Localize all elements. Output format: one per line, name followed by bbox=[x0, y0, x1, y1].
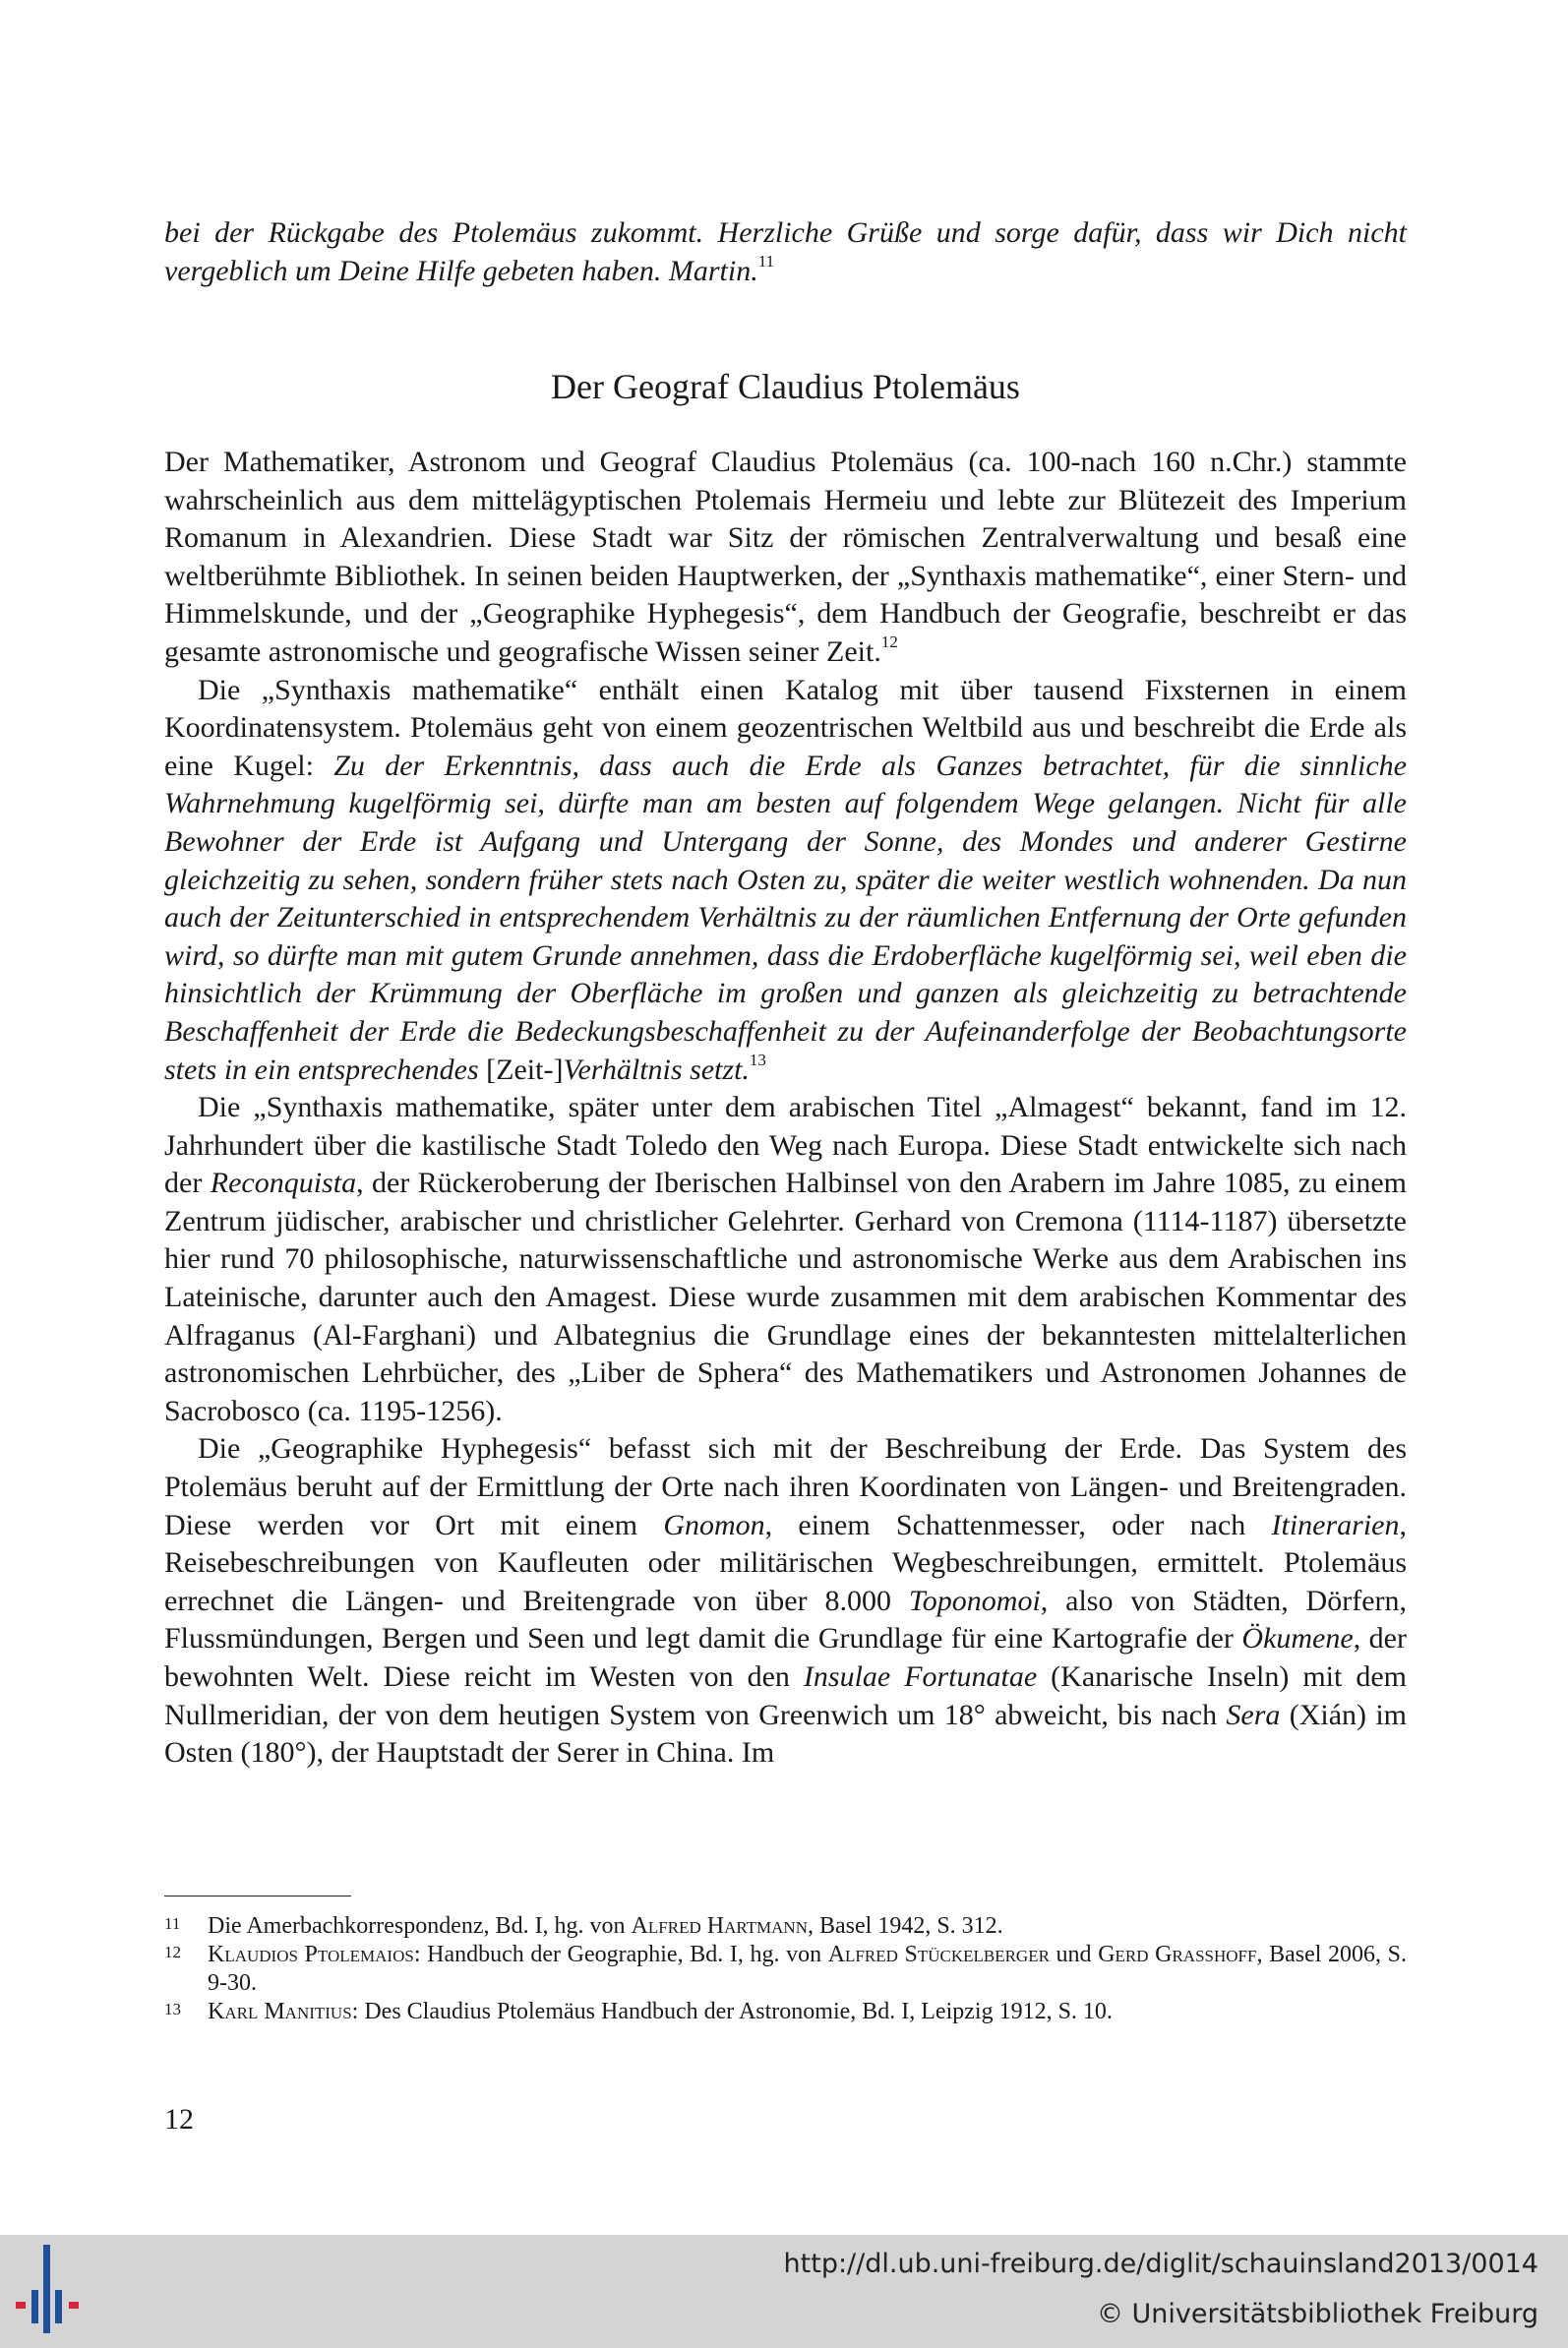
paragraph-4-text-d: , also von Städten, Dörfern, Flussmündungen, Bergen und Seen und legt damit die Grundlage für eine Kartografie der bbox=[164, 1584, 1408, 1656]
footnote-editor: Alfred Stückelberger bbox=[827, 1942, 1050, 1967]
term-itinerarien: Itinerarien bbox=[1271, 1508, 1400, 1541]
bottom-bar bbox=[0, 2235, 1568, 2348]
term-oekumene: Ökumene bbox=[1241, 1622, 1354, 1656]
intro-paragraph bbox=[164, 214, 1407, 290]
paragraph-4-text-g: (Xián) im Osten (180°), der Hauptstadt der Serer in China. Im bbox=[164, 1698, 1408, 1770]
section-heading: Der Geograf Claudius Ptolemäus bbox=[551, 367, 1020, 406]
logo-bar-left bbox=[31, 2290, 38, 2323]
term-toponomoi: Toponomoi bbox=[908, 1584, 1041, 1617]
paragraph-4 bbox=[164, 1430, 1407, 1772]
footnote-ref-13[interactable]: 13 bbox=[749, 1050, 766, 1069]
paragraph-4-text-a: Die „Geographike Hyphegesis“ befasst sich mit der Beschreibung der Erde. Das System des Ptolemäus beruht auf der Ermittlung der Orte nach ihren Koordinaten von Längen- und Breitengraden. Diese werden vor Ort mit einem bbox=[164, 1432, 1407, 1541]
paragraph-3-text-b: , der Rückeroberung der Iberischen Halbinsel von den Arabern im Jahre 1085, zu einem Zentrum jüdischer, arabischer und christlicher Gelehrter. Gerhard von Cremona (1114-1187) übersetzte hier rund 70 philosophische, naturwissenschaftliche und astronomische Werke aus dem Arabischen ins Lateinische, darunter auch den Amagest. Diese wurde zusammen mit dem arabischen Kommentar des Alfraganus (Al-Farghani) und Albategnius die Grundlage eines der bekanntesten mittelalterlichen astronomischen Lehrbücher, des „Liber de Sphera“ des Mathematikers und Astronomen Johannes de Sacrobosco (ca. 1195-1256). bbox=[164, 1167, 1407, 1427]
paragraph-3 bbox=[164, 1089, 1407, 1430]
footnote-author: Alfred Hartmann bbox=[631, 1913, 808, 1939]
paragraph-4-text-c: , Reisebeschreibungen von Kaufleuten oder militärischen Wegbeschreibungen, ermittelt. Ptolemäus errechnet die Längen- und Breitengrade von über 8.000 bbox=[164, 1508, 1407, 1617]
footnote-number: 12 bbox=[164, 1943, 181, 1961]
paragraph-3-text-a: Die „Synthaxis mathematike, später unter dem arabischen Titel „Almagest“ bekannt, fand im 12. Jahrhundert über die kastilische Stadt Toledo den Weg nach Europa. Diese Stadt entwickelte sich nach der bbox=[164, 1091, 1407, 1200]
body-text bbox=[164, 444, 1407, 1773]
intro-block bbox=[164, 214, 1407, 290]
footnote-text: : Des Claudius Ptolemäus Handbuch der Astronomie, Bd. I, Leipzig 1912, S. 10. bbox=[351, 1999, 1113, 2024]
paragraph-1 bbox=[164, 444, 1407, 672]
footnote-11 bbox=[164, 1912, 1407, 1941]
footnote-author: Karl Manitius bbox=[208, 1999, 352, 2024]
footnotes bbox=[164, 1912, 1407, 2026]
term-insulae-fortunatae: Insulae Fortunatae bbox=[803, 1660, 1038, 1693]
logo-bar-right bbox=[55, 2290, 62, 2323]
footnote-13 bbox=[164, 1998, 1407, 2026]
footnote-text: , Basel 1942, S. 312. bbox=[808, 1913, 1003, 1939]
paragraph-1-text: Der Mathematiker, Astronom und Geograf Claudius Ptolemäus (ca. 100-nach 160 n.Chr.) stammte wahrscheinlich aus dem mittelägyptischen Ptolemais Hermeiu und lebte zur Blütezeit des Imperium Romanum in Alexandrien. Diese Stadt war Sitz der römischen Zentralverwaltung und besaß eine weltberühmte Bibliothek. In seinen beiden Hauptwerken, der „Synthaxis mathematike“, einer Stern- und Himmelskunde, und der „Geographike Hyphegesis“, dem Handbuch der Geografie, beschreibt er das gesamte astronomische und geografische Wissen seiner Zeit. bbox=[164, 446, 1407, 668]
footnote-number: 11 bbox=[164, 1914, 181, 1933]
term-sera: Sera bbox=[1226, 1698, 1281, 1731]
footnote-text: und bbox=[1049, 1942, 1099, 1967]
logo-bar-tall bbox=[43, 2245, 50, 2333]
term-gnomon: Gnomon bbox=[663, 1508, 765, 1541]
source-url-link[interactable]: http://dl.ub.uni-freiburg.de/diglit/schauinsland2013/0014 bbox=[783, 2249, 1538, 2279]
footnote-text: Die Amerbachkorrespondenz, Bd. I, hg. von bbox=[208, 1913, 632, 1939]
paragraph-2 bbox=[164, 672, 1407, 1090]
copyright-text: © Universitätsbibliothek Freiburg bbox=[1096, 2299, 1538, 2329]
footnote-text: : Handbuch der Geographie, Bd. I, hg. von bbox=[413, 1942, 828, 1967]
footnote-text: , Basel 2006, S. 9-30. bbox=[208, 1942, 1407, 1996]
page-number: 12 bbox=[164, 2103, 194, 2136]
term-reconquista: Reconquista bbox=[210, 1167, 357, 1200]
ptolemy-quote-end: Verhältnis setzt. bbox=[563, 1053, 750, 1086]
ub-freiburg-logo-icon bbox=[0, 2235, 108, 2348]
footnote-author: Klaudios Ptolemaios bbox=[208, 1942, 414, 1967]
quote-bracket: [Zeit-] bbox=[486, 1053, 564, 1086]
logo-dash-right bbox=[69, 2302, 79, 2309]
footnote-12 bbox=[164, 1941, 1407, 1998]
paragraph-4-text-e: , der bewohnten Welt. Diese reicht im Westen von den bbox=[164, 1622, 1407, 1693]
intro-text: bei der Rückgabe des Ptolemäus zukommt. Herzliche Grüße und sorge dafür, dass wir Dich nicht vergeblich um Deine Hilfe gebeten haben. Martin. bbox=[164, 216, 1407, 287]
paragraph-4-text-b: , einem Schattenmesser, oder nach bbox=[764, 1508, 1272, 1541]
ptolemy-quote: Zu der Erkenntnis, dass auch die Erde als Ganzes betrachtet, für die sinnliche Wahrnehmung kugelförmig sei, dürfte man am besten auf folgendem Wege gelangen. Nicht für alle Bewohner der Erde ist Aufgang und Untergang der Sonne, des Mondes und anderer Gestirne gleichzeitig zu sehen, sondern früher stets nach Osten zu, später die weiter westlich wohnenden. Da nun auch der Zeitunterschied in entsprechendem Verhältnis zu der räumlichen Entfernung der Orte gefunden wird, so dürfte man mit gutem Grunde annehmen, dass die Erdoberfläche kugelförmig sei, weil eben die hinsichtlich der Krümmung der Oberfläche im großen und ganzen als gleichzeitig zu betrachtende Beschaffenheit der Erde die Bedeckungsbeschaffenheit zu der Aufeinanderfolge der Beobachtungsorte stets in ein entsprechendes bbox=[164, 749, 1407, 1086]
footnote-ref-12[interactable]: 12 bbox=[880, 632, 898, 651]
paragraph-4-text-f: (Kanarische Inseln) mit dem Nullmeridian, der von dem heutigen System von Greenwich um 18° abweicht, bis nach bbox=[164, 1660, 1407, 1731]
footnote-editor: Gerd Grasshoff bbox=[1098, 1942, 1257, 1967]
paragraph-2-lead: Die „Synthaxis mathematike“ enthält einen Katalog mit über tausend Fixsternen in einem Koordinatensystem. Ptolemäus geht von einem geozentrischen Weltbild aus und beschreibt die Erde als eine Kugel: bbox=[164, 673, 1407, 782]
logo-dash-left bbox=[16, 2302, 26, 2309]
footnote-number: 13 bbox=[164, 2000, 181, 2018]
footnote-ref-11[interactable]: 11 bbox=[757, 251, 775, 271]
